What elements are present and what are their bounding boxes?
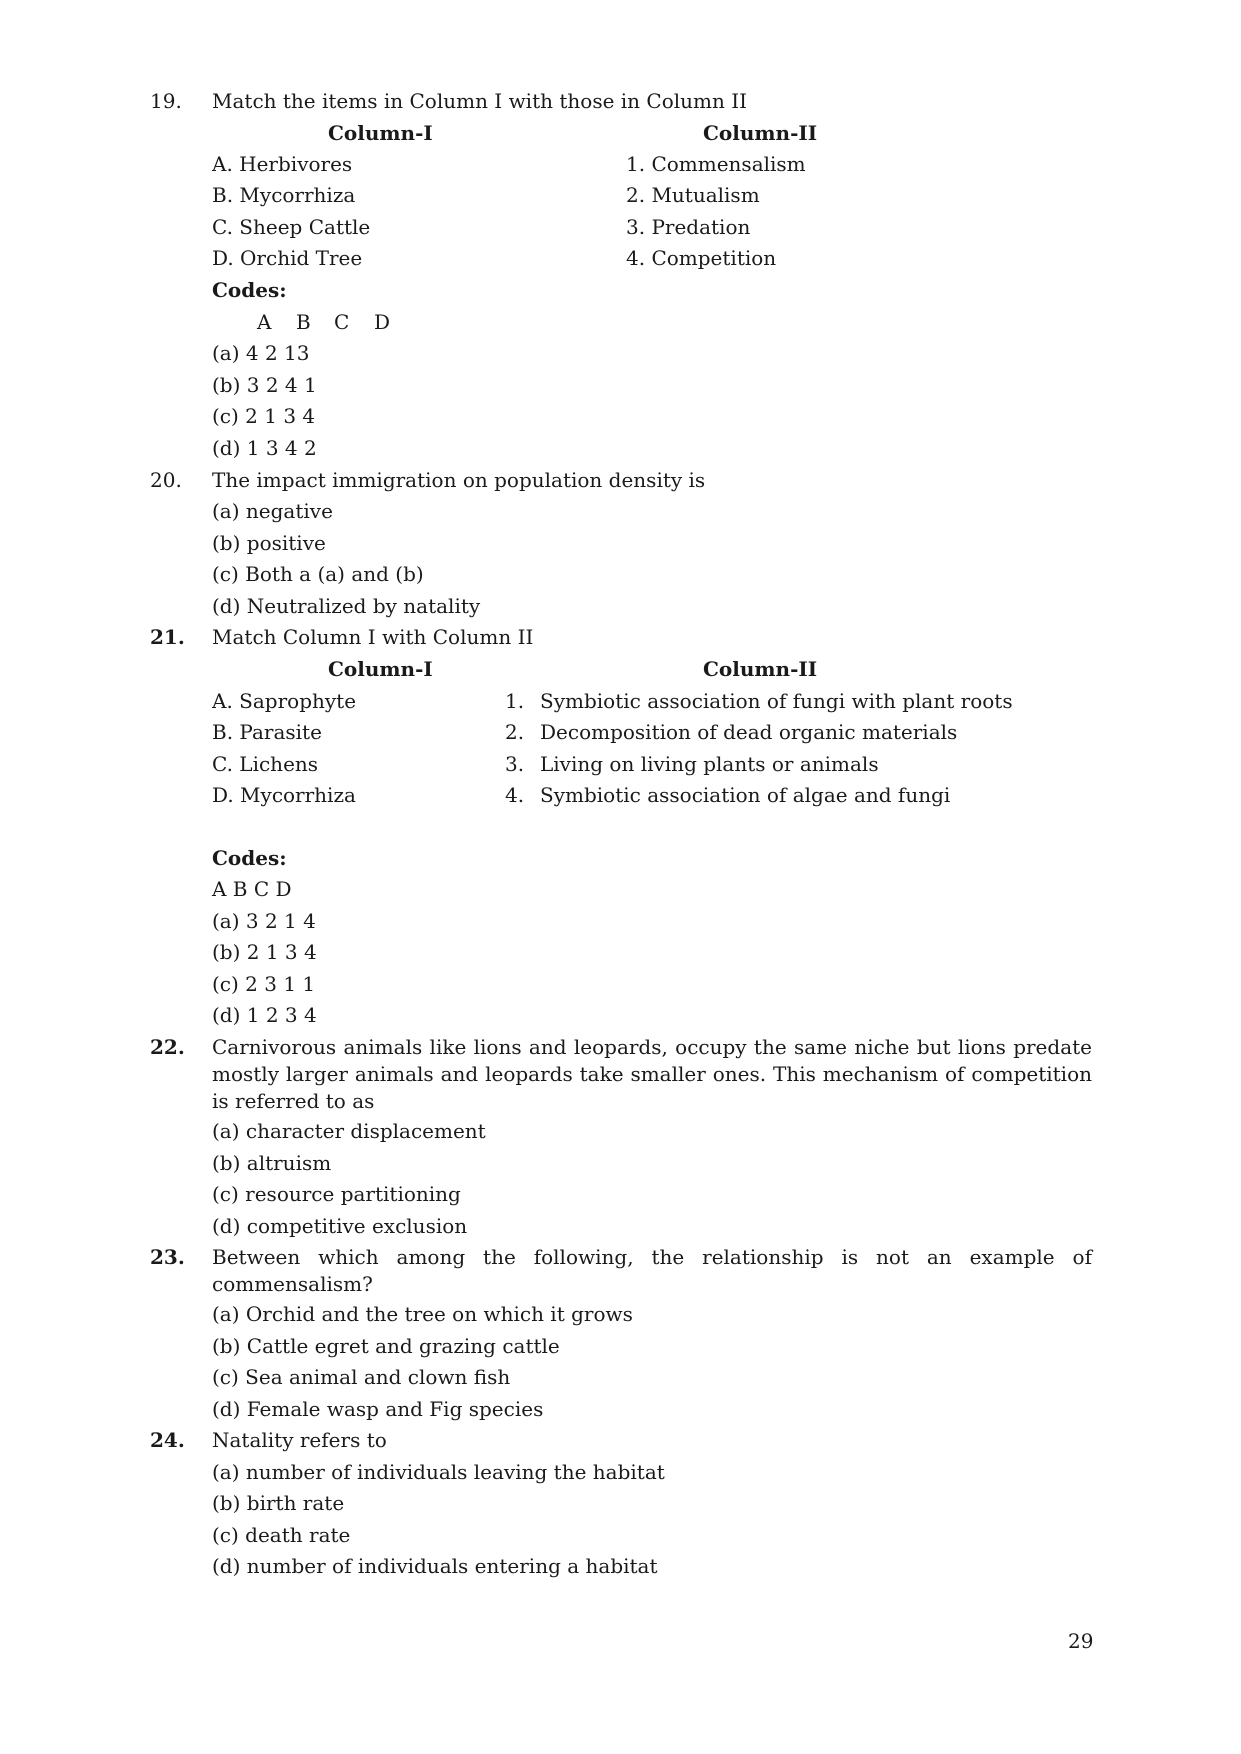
question-text: Between which among the following, the relationship is not an example of commensalism?	[212, 1245, 1092, 1296]
answer-option: (c) 2 1 3 4	[212, 404, 316, 428]
codes-header-letter: B	[296, 310, 311, 334]
answer-option: (b) birth rate	[212, 1491, 345, 1515]
answer-option: (d) Neutralized by natality	[212, 594, 481, 618]
column-1-item: D. Mycorrhiza	[212, 783, 356, 807]
answer-option: (c) Both a (a) and (b)	[212, 562, 424, 586]
column-2-number: 4.	[505, 783, 525, 807]
codes-header-letter: A	[257, 310, 272, 334]
question-number: 22.	[150, 1035, 185, 1059]
answer-option: (c) resource partitioning	[212, 1182, 461, 1206]
column-1-header: Column-I	[328, 657, 433, 681]
answer-option: (a) 4 2 13	[212, 341, 310, 365]
column-1-item: D. Orchid Tree	[212, 246, 363, 270]
answer-option: (c) death rate	[212, 1523, 351, 1547]
answer-option: (b) 2 1 3 4	[212, 940, 317, 964]
answer-option: (d) number of individuals entering a habitat	[212, 1554, 658, 1578]
column-1-item: B. Parasite	[212, 720, 322, 744]
question-number: 23.	[150, 1245, 185, 1269]
codes-header-letter: C	[334, 310, 350, 334]
question-text: Match Column I with Column II	[212, 625, 534, 649]
question-text: Match the items in Column I with those in Column II	[212, 89, 748, 113]
column-2-item: 4. Competition	[626, 246, 777, 270]
column-2-number: 1.	[505, 689, 525, 713]
answer-option: (a) Orchid and the tree on which it grows	[212, 1302, 633, 1326]
question-number: 21.	[150, 625, 185, 649]
column-2-item: Decomposition of dead organic materials	[540, 720, 958, 744]
question-number: 19.	[150, 89, 182, 113]
answer-option: (b) Cattle egret and grazing cattle	[212, 1334, 560, 1358]
answer-option: (a) number of individuals leaving the habitat	[212, 1460, 665, 1484]
column-2-header: Column-II	[703, 657, 818, 681]
column-1-item: C. Lichens	[212, 752, 319, 776]
column-1-header: Column-I	[328, 121, 433, 145]
column-2-item: 1. Commensalism	[626, 152, 806, 176]
column-1-item: B. Mycorrhiza	[212, 183, 356, 207]
answer-option: (c) Sea animal and clown fish	[212, 1365, 511, 1389]
column-2-item: 3. Predation	[626, 215, 751, 239]
page-number: 29	[1068, 1629, 1094, 1653]
answer-option: (d) 1 3 4 2	[212, 436, 317, 460]
answer-option: (a) negative	[212, 499, 333, 523]
column-2-number: 3.	[505, 752, 525, 776]
codes-label: Codes:	[212, 846, 287, 870]
codes-header-letter: D	[374, 310, 391, 334]
column-1-item: C. Sheep Cattle	[212, 215, 371, 239]
column-2-number: 2.	[505, 720, 525, 744]
answer-option: (d) competitive exclusion	[212, 1214, 468, 1238]
answer-option: (a) 3 2 1 4	[212, 909, 316, 933]
answer-option: (b) positive	[212, 531, 326, 555]
codes-label: Codes:	[212, 278, 287, 302]
column-2-item: Symbiotic association of fungi with plant roots	[540, 689, 1013, 713]
column-1-item: A. Herbivores	[212, 152, 353, 176]
answer-option: (d) Female wasp and Fig species	[212, 1397, 544, 1421]
column-2-item: 2. Mutualism	[626, 183, 760, 207]
question-number: 24.	[150, 1428, 185, 1452]
column-2-item: Living on living plants or animals	[540, 752, 879, 776]
question-number: 20.	[150, 468, 182, 492]
answer-option: (b) 3 2 4 1	[212, 373, 317, 397]
column-2-header: Column-II	[703, 121, 818, 145]
column-1-item: A. Saprophyte	[212, 689, 357, 713]
question-text: Natality refers to	[212, 1428, 387, 1452]
codes-header: A B C D	[212, 877, 292, 901]
answer-option: (d) 1 2 3 4	[212, 1003, 317, 1027]
column-2-item: Symbiotic association of algae and fungi	[540, 783, 951, 807]
question-text: Carnivorous animals like lions and leopards, occupy the same niche but lions predate mostly larger animals and leopards take smaller ones. This mechanism of competition is referred to as	[212, 1035, 1092, 1113]
answer-option: (b) altruism	[212, 1151, 332, 1175]
answer-option: (a) character displacement	[212, 1119, 486, 1143]
answer-option: (c) 2 3 1 1	[212, 972, 316, 996]
question-text: The impact immigration on population density is	[212, 468, 706, 492]
